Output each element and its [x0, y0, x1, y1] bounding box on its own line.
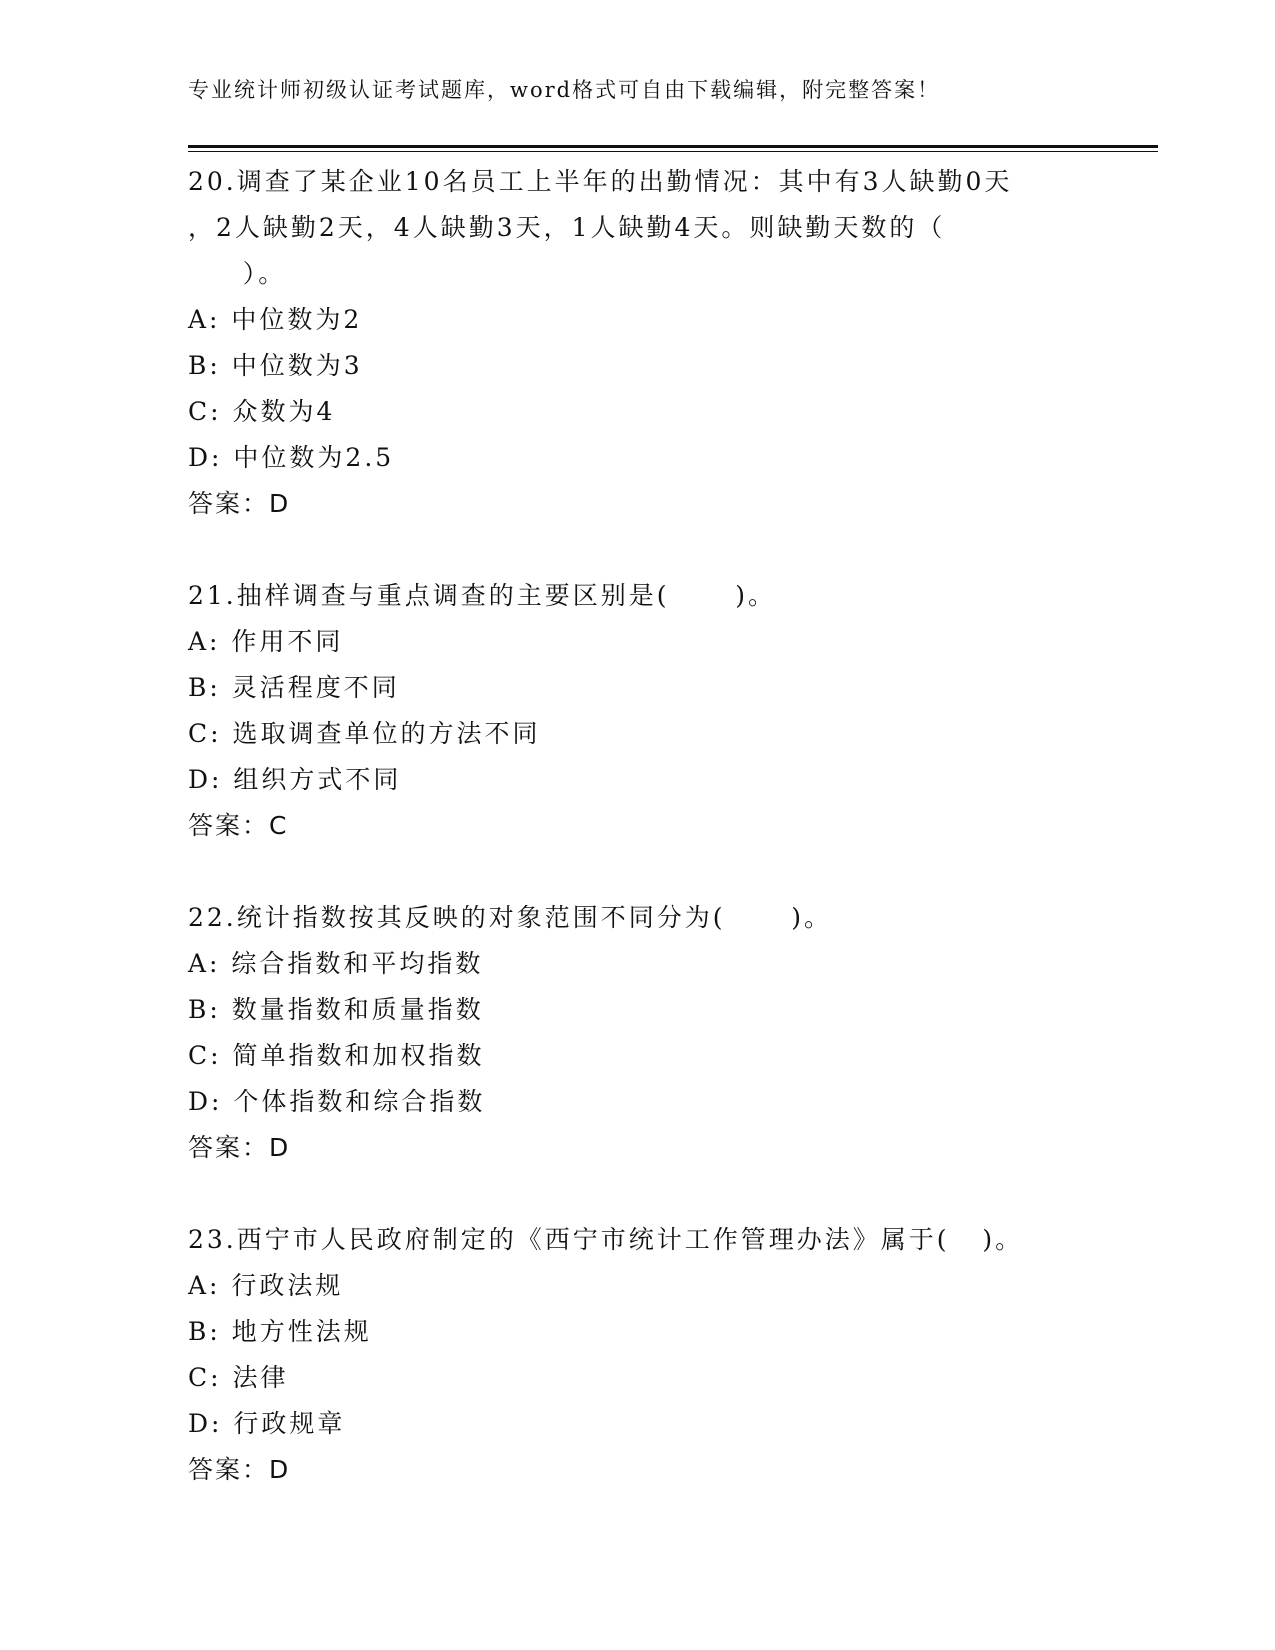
option-a: A: 综合指数和平均指数	[188, 949, 484, 978]
answer: 答案：C	[188, 811, 289, 840]
option-c: C: 法律	[188, 1363, 289, 1392]
option-c: C: 简单指数和加权指数	[188, 1041, 485, 1070]
question-text: 22.统计指数按其反映的对象范围不同分为( )。	[188, 903, 832, 932]
option-d: D: 个体指数和综合指数	[188, 1087, 486, 1116]
question-text: ）。	[188, 259, 287, 288]
header-rule-thick	[188, 145, 1158, 148]
question-text: ，2人缺勤2天，4人缺勤3天，1人缺勤4天。则缺勤天数的（	[188, 213, 946, 242]
option-d: D: 组织方式不同	[188, 765, 402, 794]
question-text: 20.调查了某企业10名员工上半年的出勤情况：其中有3人缺勤0天	[188, 167, 1013, 196]
option-a: A: 中位数为2	[188, 305, 363, 334]
question-list	[188, 159, 1088, 1493]
option-b: B: 数量指数和质量指数	[188, 995, 484, 1024]
question-text: 23.西宁市人民政府制定的《西宁市统计工作管理办法》属于( )。	[188, 1225, 1024, 1254]
question-22	[188, 895, 1088, 1171]
option-d: D: 中位数为2.5	[188, 443, 395, 472]
option-d: D: 行政规章	[188, 1409, 346, 1438]
option-a: A: 作用不同	[188, 627, 344, 656]
answer: 答案：D	[188, 489, 291, 518]
option-b: B: 地方性法规	[188, 1317, 372, 1346]
answer: 答案：D	[188, 1133, 291, 1162]
question-20	[188, 159, 1088, 527]
option-a: A: 行政法规	[188, 1271, 344, 1300]
spacer	[188, 527, 1088, 573]
question-21	[188, 573, 1088, 849]
option-b: B: 中位数为3	[188, 351, 363, 380]
answer: 答案：D	[188, 1455, 291, 1484]
page-header: 专业统计师初级认证考试题库，word格式可自由下载编辑，附完整答案！	[188, 78, 941, 102]
header-rule-thin	[188, 151, 1158, 152]
spacer	[188, 1171, 1088, 1217]
question-text: 21.抽样调查与重点调查的主要区别是( )。	[188, 581, 776, 610]
option-b: B: 灵活程度不同	[188, 673, 400, 702]
spacer	[188, 849, 1088, 895]
option-c: C: 选取调查单位的方法不同	[188, 719, 541, 748]
question-23	[188, 1217, 1088, 1493]
option-c: C: 众数为4	[188, 397, 336, 426]
